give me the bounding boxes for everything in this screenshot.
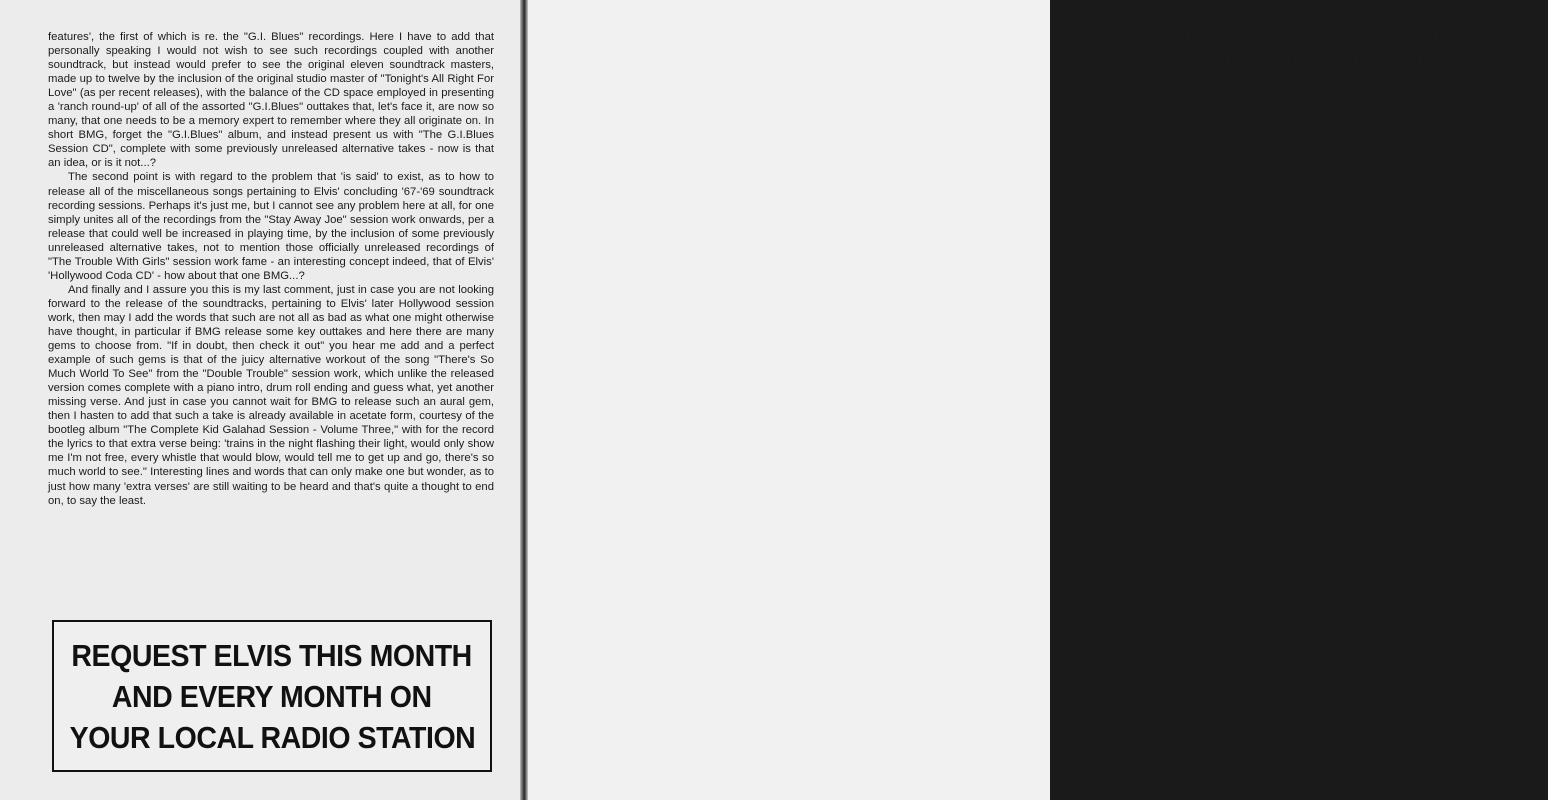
radio-request-ad — [52, 620, 492, 772]
article-title — [1088, 26, 1548, 70]
right-paragraph-5: Lastly, but certainly not least, is his very interesting 'off the cuff' request, a shortened version of "It's A Matter Of Time," performed after a gentleman's request during the great 25.8.73 M/S. Elvis clearly sometimes used unusual techniques as, during the song, he sighs/groans emphasising the sorrowful feeling created by the song. Surely The Masters Touch! "Early Morning Rain" whether in the studio, in March '71, or 'live' later, surely to create the feeling needs a LISTLESS PERFORMANCE! — [1090, 569, 1536, 649]
article-byline: by Geoffrey Mc Donnell, Australia. — [1108, 74, 1328, 89]
left-paragraph-3: And finally and I assure you this is my last comment, just in case you are not looking forward to the release of the soundtracks, pertaining to Elvis' later Hollywood session work, then may I add the words that such are not all as bad as what one might otherwise have thought, in particular if BMG release some key outtakes and here there are many gems to choose from. "If in doubt, then check it out" you hear me add and a perfect example of such gems is that of the juicy alternative workout of the song "There's So Much World To See" from the "Double Trouble" session work, which unlike the released version comes complete with a piano intro, drum roll ending and guess what, yet another missing verse. And just in case you cannot wait for BMG to release such an aural gem, then I hasten to add that such a take is already available in acetate form, courtesy of the bootleg album "The Complete Kid Galahad Session - Volume Three," with for the record the lyrics to that extra verse being: 'trains in the night flashing their light, would only show me I'm not free, every whistle that would blow, would tell me to get up and go, there's so much world to see." Interesting lines and words that can only make one but wonder, as to just how many 'extra verses' are still waiting to be heard and that's quite a thought to end on, to say the least. — [48, 283, 494, 507]
left-paragraph-2: The second point is with regard to the problem that 'is said' to exist, as to how to release all of the miscellaneous songs pertaining to Elvis' concluding '67-'69 soundtrack recording sessions. Perhaps it's just me, but I cannot see any problem here at all, for one simply unites all of the recordings from the "Stay Away Joe" session work onwards, per a release that could well be increased in playing time, by the inclusion of some previously unreleased alternative takes, not to mention those officially unreleased recordings of "The Trouble With Girls" session work fame - an interesting concept indeed, that of Elvis' 'Hollywood Coda CD' - how about that one BMG...? — [48, 171, 494, 282]
ad-line-3: YOUR LOCAL RADIO STATION — [69, 719, 475, 755]
right-page — [528, 0, 1536, 800]
title-line-1: LISTLESS PERFORMANCE — [1171, 24, 1465, 49]
left-article-column — [48, 30, 494, 508]
book-gutter — [520, 0, 528, 800]
left-paragraph-1: features', the first of which is re. the "G.I. Blues" recordings. Here I have to add that personally speaking I would not wish to see such recordings coupled with another soundtrack, but instead would prefer to see the original eleven soundtrack masters, made up to twelve by the inclusion of the original studio master of "Tonight's All Right For Love" (as per recent releases), with the balance of the CD space employed in presenting a 'ranch round-up' of all of the assorted "G.I.Blues" outtakes that, let's face it, are now so many, that one needs to be a memory expert to remember where they all originate on. In short BMG, forget the "G.I.Blues" album, and instead present us with "The G.I.Blues Session CD", complete with some previously unreleased alternative takes - now is that an idea, or is it not...? — [48, 31, 494, 170]
left-page — [0, 0, 520, 800]
ad-line-2: AND EVERY MONTH ON — [112, 678, 432, 714]
right-article-column — [1090, 100, 1536, 650]
right-paragraph-2: Elvis has taken much criticism over the years for these 'variations', where people seem to get upset when anything short of the complete version is heard - this is ridiculous as most other artists do this as well, particularly when performing MEDLEY's. What's wrong with a 'casual' "Return To Sender", as performed at the Lake Tahoe closing 9.5.76 show? This song is lighthearted anyway and hardly justifies serious studio type versions, surely in its proper context it was a good song fitting the situation in the "Girls! Girls! Girls!" film and always a FUN song. Again, "Help Me Make It Through The Night" was sung a bit weakly at the Las Vegas 6.12.76 show - but this is surely what the song demands - NOT the spoilt 'beefed' up version released as the chosen 'cut' on the album or the strong version sometimes heard from Elvis at some of his shows. — [1090, 220, 1536, 354]
right-paragraph-3: Elvis has received particular 'knocks' for some of his walking through songs in 1973 performances, however this doesn't always ruin the performance as it's all the performers interpretation of the song and then our opinion of it when heard. YES! at times I'm sure you know Elvis did sing "You Don't Have To Say You Love Me" sounding like the insipid Robert Goulet!! A singer who seemed to rely on his early youthful good looks much more than his interest in performing. Therefore I feel Elvis is guilty in say the last two weeks of the Jan/Feb Las Vegas engagement, of walking through this song, i.e. the 22.2.73 M/S, or earlier in the third week of the, mostly excellent, summer 1972 engagement, i.e. the 21.8.72 M/S. However I think that a couple of songs DEMAND a listless performance to make them work! — [1090, 354, 1536, 488]
right-paragraph-1: Much has been said about Elvis' performances over the years and there's no doubt that he performed differently at times and as well as vocal variations, different versions of songs from studio versions occurred 'live'. An example being the many 'live' versions of "The First Time Ever I Saw Your Face", complete with all the verses, including the 'missing' verse three, as heard at the Las Vegas 25.8.73 M/S. This was detailed in FULL in "Words and Music Part 20" by genius Brian Farmer. "Are You Lonesome Tonight" has many versions, one such variation being the Roanoke 11.4.72 version which, as well as having the famous BALD HEAD line, also has the 'spoken' middle part missed out completely. — [1090, 100, 1536, 220]
right-paragraph-4: The best example of this is "I'm Leaving" and probably one of the highlights during the lackluster 1.7.73 Nashville A/S. At first, as I started listening to Elvis' performance of "What Now My Love", in his Uniondale 22.6.73 show, I was very disappointed as Elvis sounds totally uninterested in the song, only to find with the dramatic ending that HERE, in Uniondale, Elvis really meant it, he really, as the song says, was asking in his committed ending: "What Now My Love?" — [1090, 488, 1536, 568]
title-line-2: OR THE MASTER TOUCH — [1180, 46, 1456, 71]
ad-line-1: REQUEST ELVIS THIS MONTH — [71, 637, 473, 673]
